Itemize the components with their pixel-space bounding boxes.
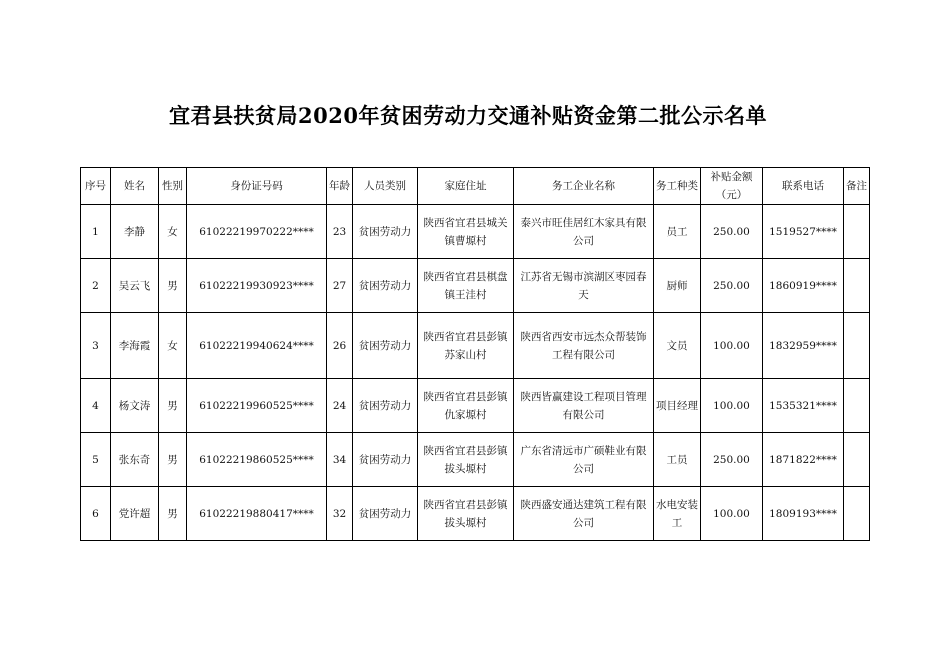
cell-address: 陕西省宜君县棋盘镇王洼村 [418,259,514,313]
table-row [81,379,870,433]
cell-gender: 男 [159,487,187,541]
cell-subsidy: 250.00 [701,433,763,487]
cell-category: 贫困劳动力 [353,259,418,313]
cell-subsidy: 100.00 [701,313,763,379]
column-header: 序号 [81,168,111,205]
cell-company: 广东省清远市广硕鞋业有限公司 [514,433,654,487]
cell-phone: 1809193**** [763,487,844,541]
cell-id-number: 61022219940624**** [187,313,327,379]
cell-note [844,313,870,379]
header-row [81,168,870,205]
cell-name: 吴云飞 [111,259,159,313]
cell-subsidy: 100.00 [701,379,763,433]
column-header: 务工企业名称 [514,168,654,205]
cell-subsidy: 250.00 [701,259,763,313]
column-header: 家庭住址 [418,168,514,205]
cell-note [844,259,870,313]
cell-name: 杨文涛 [111,379,159,433]
cell-job-type: 员工 [654,205,701,259]
cell-category: 贫困劳动力 [353,379,418,433]
cell-company: 陕西省西安市远杰众帮装饰工程有限公司 [514,313,654,379]
cell-phone: 1519527**** [763,205,844,259]
cell-id-number: 61022219860525**** [187,433,327,487]
cell-age: 24 [327,379,353,433]
cell-no: 6 [81,487,111,541]
table-body [81,205,870,541]
roster-table [80,167,870,541]
cell-name: 李静 [111,205,159,259]
cell-no: 2 [81,259,111,313]
cell-age: 27 [327,259,353,313]
cell-company: 陕西盛安通达建筑工程有限公司 [514,487,654,541]
column-header: 联系电话 [763,168,844,205]
cell-category: 贫困劳动力 [353,313,418,379]
column-header: 务工种类 [654,168,701,205]
cell-gender: 男 [159,259,187,313]
cell-name: 党许超 [111,487,159,541]
cell-address: 陕西省宜君县彭镇仇家塬村 [418,379,514,433]
table-row [81,433,870,487]
cell-address: 陕西省宜君县城关镇曹塬村 [418,205,514,259]
cell-id-number: 61022219960525**** [187,379,327,433]
cell-subsidy: 100.00 [701,487,763,541]
cell-address: 陕西省宜君县彭镇拔头塬村 [418,433,514,487]
cell-phone: 1535321**** [763,379,844,433]
column-header: 性别 [159,168,187,205]
cell-category: 贫困劳动力 [353,487,418,541]
table-row [81,487,870,541]
cell-phone: 1871822**** [763,433,844,487]
cell-age: 32 [327,487,353,541]
cell-no: 4 [81,379,111,433]
column-header: 身份证号码 [187,168,327,205]
cell-phone: 1860919**** [763,259,844,313]
cell-gender: 男 [159,433,187,487]
cell-company: 江苏省无锡市滨湖区枣园春天 [514,259,654,313]
cell-category: 贫困劳动力 [353,433,418,487]
cell-gender: 女 [159,205,187,259]
column-header: 人员类别 [353,168,418,205]
cell-note [844,433,870,487]
cell-company: 泰兴市旺佳居红木家具有限公司 [514,205,654,259]
column-header: 备注 [844,168,870,205]
table-row [81,259,870,313]
column-header: 年龄 [327,168,353,205]
cell-gender: 女 [159,313,187,379]
cell-id-number: 61022219930923**** [187,259,327,313]
cell-phone: 1832959**** [763,313,844,379]
cell-no: 1 [81,205,111,259]
cell-age: 34 [327,433,353,487]
cell-name: 张东奇 [111,433,159,487]
column-header: 补贴金额（元） [701,168,763,205]
table-row [81,205,870,259]
column-header: 姓名 [111,168,159,205]
table-row [81,313,870,379]
cell-note [844,205,870,259]
cell-address: 陕西省宜君县彭镇苏家山村 [418,313,514,379]
cell-note [844,379,870,433]
cell-job-type: 厨师 [654,259,701,313]
cell-company: 陕西皆赢建设工程项目管理有限公司 [514,379,654,433]
cell-name: 李海霞 [111,313,159,379]
document-title: 宜君县扶贫局2020年贫困劳动力交通补贴资金第二批公示名单 [169,103,767,128]
table-header [81,168,870,205]
cell-category: 贫困劳动力 [353,205,418,259]
cell-job-type: 水电安装工 [654,487,701,541]
cell-no: 5 [81,433,111,487]
cell-job-type: 项目经理 [654,379,701,433]
cell-age: 23 [327,205,353,259]
cell-gender: 男 [159,379,187,433]
cell-id-number: 61022219880417**** [187,487,327,541]
cell-id-number: 61022219970222**** [187,205,327,259]
cell-note [844,487,870,541]
cell-no: 3 [81,313,111,379]
cell-address: 陕西省宜君县彭镇拔头塬村 [418,487,514,541]
cell-subsidy: 250.00 [701,205,763,259]
cell-job-type: 文员 [654,313,701,379]
cell-age: 26 [327,313,353,379]
cell-job-type: 工员 [654,433,701,487]
